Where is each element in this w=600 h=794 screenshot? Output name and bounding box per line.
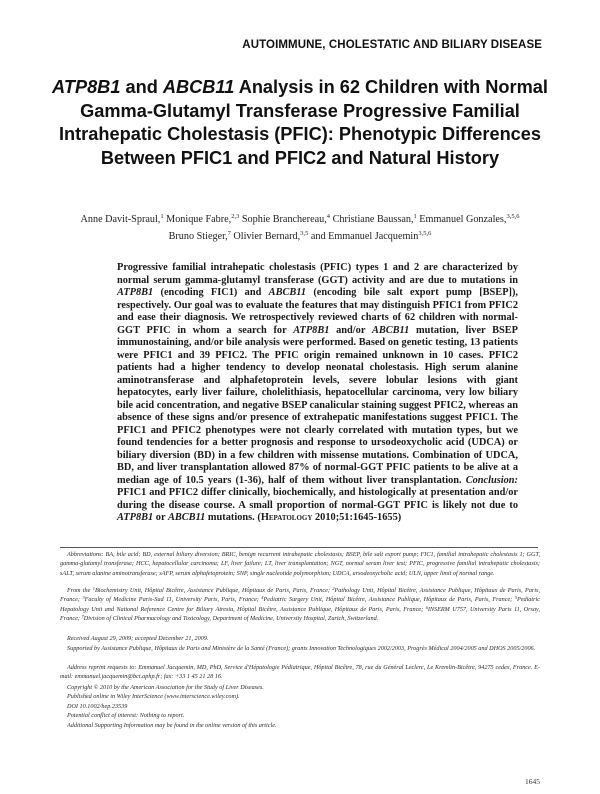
author-name: Olivier Bernard, — [233, 231, 301, 242]
author-affiliation: 3,5,6 — [506, 213, 520, 220]
published-online-line: Published online in Wiley InterScience (www.interscience.wiley.com). — [67, 693, 240, 701]
affiliations-label: From the — [67, 587, 93, 594]
author-list — [60, 211, 540, 245]
reprint-address: Address reprint requests to: Emmanuel Jacquemin, MD, PhD, Service d'Hépatologie Pédiatrique, Hôpital Bicêtre, 78, rue du Général Leclerc, Le Kremlin-Bicêtre, 94275 cedex, France. E-mail: emmanuel.jacquemin@bct.aphp.fr; fax: +33 1 45 21 28 16. — [60, 664, 540, 681]
title-gene-abcb11: ABCB11 — [162, 77, 235, 97]
gene-name: ABCB11 — [371, 324, 410, 336]
footnote-divider — [60, 547, 538, 548]
gene-name: ABCB11 — [268, 287, 307, 298]
affiliations-footnote: From the $^1$Biochemistry Unit, Hôpital Bicêtre, Assistance Publique, Hôpitaux de Paris, Paris, France; $^2$Pathology Unit, Hôpital Bicêtre, Assistance Publique, Hôpitaux de Paris, Paris, France; $^3$Faculty of Medicine Paris-Sud 11, University Paris, Paris, France; $^4$Pediatric Surgery Unit, Hôpital Bicêtre, Assistance Publique, Hôpitaux de Paris, Paris, France; $^5$Pediatric Hepatology Unit and National Reference Centre for Biliary Atresia, Hôpital Bicêtre, Assistance Publique, Hôpitaux de Paris, Paris, France; $^6$INSERM U757, University Paris 11, Orsay, France; $^7$Division of Clinical Pharmacology and Toxicology, Department of Medicine, University Hospital, Zurich, Switzerland. — [60, 586, 540, 623]
gene-name: ATP8B1 — [117, 287, 154, 298]
author-name: and Emmanuel Jacquemin — [310, 231, 419, 242]
author-name: Bruno Stieger, — [168, 231, 228, 242]
author-affiliation: 2,3 — [231, 213, 240, 220]
abstract-text: Progressive familial intrahepatic cholestasis (PFIC) types 1 and 2 are characterized by normal serum gamma-glutamyl transferase (GGT) activity and are due to mutations in — [117, 262, 518, 286]
citation: 2010;51:1645-1655) — [312, 512, 402, 523]
author-affiliation: 1 — [413, 213, 417, 220]
author-affiliation: 1 — [160, 213, 164, 220]
copyright-line: Copyright © 2010 by the American Association for the Study of Liver Diseases. — [67, 684, 264, 691]
article-title — [50, 76, 550, 170]
abstract-text: mutations. ( — [205, 512, 261, 523]
abstract-text: PFIC1 and PFIC2 differ clinically, biochemically, and histologically at presentation and/or during the disease course. A small proportion of normal-GGT PFIC is likely not due to — [117, 487, 518, 511]
abstract-text: or — [153, 512, 168, 523]
page-number: 1645 — [525, 777, 540, 786]
abstract-text: mutation, liver BSEP immunostaining, and/or bile analysis were performed. Based on genetic testing, 13 patients were PFIC1 and 39 PFIC2. The PFIC origin remained unknown in 10 cases. PFIC2 patients had a higher tendency to develop neonatal cholestasis. High serum alanine aminotransferase and alphafetoprotein levels, severe lobular lesions with giant hepatocytes, early liver failure, cholelithiasis, hepatocellular carcinoma, very low biliary bile acid concentration, and negative BSEP canalicular staining suggest PFIC2, whereas an absence of these signs and/or presence of extrahepatic manifestations suggest PFIC1. The PFIC1 and PFIC2 phenotypes were not clearly correlated with mutation types, but we found tendencies for a better prognosis and response to ursodeoxycholic acid (UDCA) or biliary diversion (BD) in a few children with missense mutations. Combination of UDCA, BD, and liver transplantation allowed 87% of normal-GGT PFIC patients to be alive at a median age of 10.5 years (1-36), half of them without liver transplantation. — [117, 324, 519, 486]
gene-name: ABCB11 — [167, 512, 206, 523]
author-name: Monique Fabre, — [166, 214, 232, 225]
section-heading: AUTOIMMUNE, CHOLESTATIC AND BILIARY DISEASE — [242, 39, 542, 51]
gene-name: ATP8B1 — [117, 512, 154, 523]
publication-notes — [60, 683, 540, 730]
journal-name: Hepatology — [260, 512, 313, 523]
abstract-text: and/or — [329, 324, 372, 336]
title-rest: Analysis in 62 Children with Normal Gamma-Glutamyl Transferase Progressive Familial Intrahepatic Cholestasis (PFIC): Phenotypic Differences Between PFIC1 and PFIC2 and Natural History — [58, 77, 548, 168]
conclusion-label: Conclusion: — [465, 474, 518, 486]
author-name: Sophie Branchereau, — [241, 214, 327, 225]
author-name: Christiane Baussan, — [332, 214, 414, 225]
author-name: Emmanuel Gonzales, — [419, 214, 507, 225]
author-name: Anne Davit-Spraul, — [80, 214, 161, 225]
conflict-of-interest-line: Potential conflict of interest: Nothing to report. — [67, 712, 185, 720]
doi-line: DOI 10.1002/hep.23539 — [67, 702, 128, 710]
supporting-info-line: Additional Supporting Information may be found in the online version of this article. — [67, 721, 277, 729]
abbreviations-footnote: Abbreviations: BA, bile acid; BD, external biliary diversion; BRIC, benign recurrent intrahepatic cholestasis; BSEP, bile salt export pump; FIC1, familial intrahepatic cholestasis 1; GGT, gamma-glutamyl transferase; HCC, hepatocellular carcinoma; LF, liver failure; LT, liver transplantation; NGT, normal serum liver test; PFIC, progressive familial intrahepatic cholestasis; sALT, serum alanine aminotransferase; sAFP, serum alphafetoprotein; SNP, single nucleotide polymorphism; UDCA, ursodeoxycholic acid; ULN, upper limit of normal range. — [60, 551, 540, 577]
gene-name: ATP8B1 — [293, 324, 330, 336]
author-affiliation: 3,5,6 — [418, 230, 432, 237]
abstract-text: (encoding bile salt export pump [BSEP]), respectively. Our goal was to evaluate the features that may distinguish PFIC1 from PFIC2 and ease their diagnosis. We retrospectively reviewed charts of 62 children with normal-GGT PFIC in whom a search for — [117, 287, 518, 336]
author-affiliation: 3,5 — [300, 230, 309, 237]
title-gene-atp8b1: ATP8B1 — [52, 77, 121, 97]
author-affiliation: 7 — [227, 230, 231, 237]
abstract — [117, 262, 518, 525]
abstract-text: (encoding FIC1) and — [153, 287, 269, 298]
author-affiliation: 4 — [326, 213, 331, 220]
received-accepted-dates: Received August 29, 2009; accepted December 21, 2009. — [67, 635, 209, 642]
funding-footnote: Supported by Assistance Publique, Hôpitaux de Paris and Ministère de la Santé (France); grants Innovation Technologiques 2002/2003, Progrès Médical 2004/2005 and DHOS 2005/2006. — [67, 645, 536, 652]
title-and: and — [120, 77, 163, 97]
